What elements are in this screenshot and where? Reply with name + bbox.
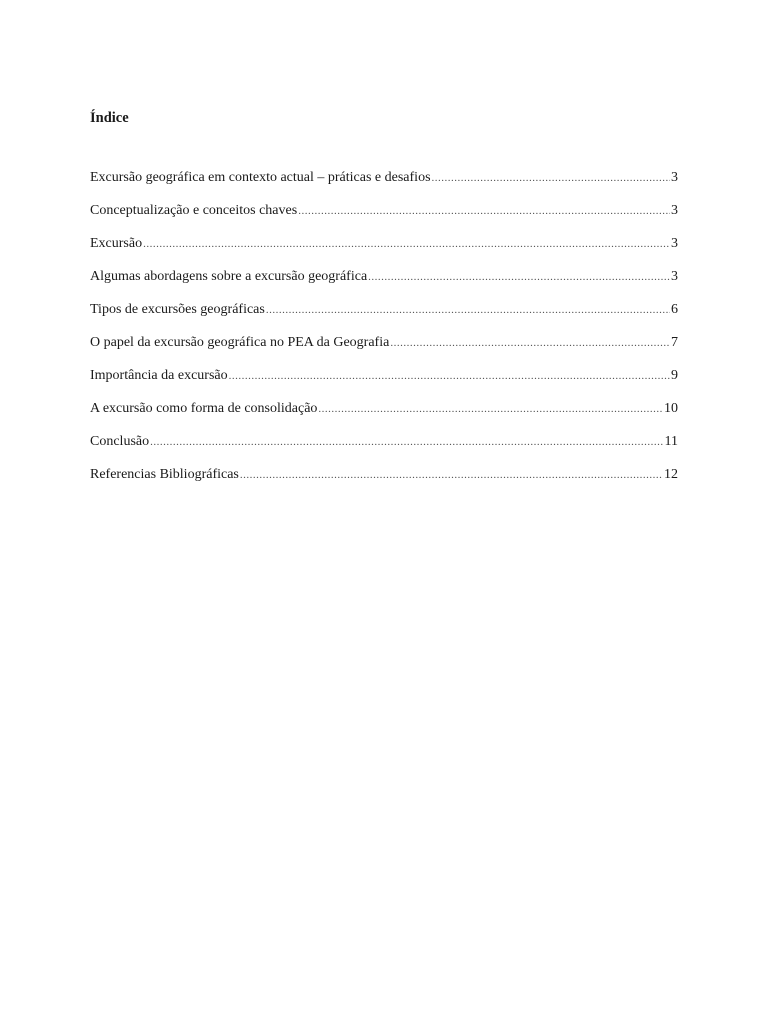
toc-entry-label: O papel da excursão geográfica no PEA da Geografia bbox=[90, 335, 390, 350]
toc-entry-label: Excursão bbox=[90, 236, 143, 251]
toc-entry-label: Importância da excursão bbox=[90, 368, 228, 383]
toc-entry-page: 7 bbox=[671, 335, 678, 350]
toc-entry-page: 3 bbox=[671, 236, 678, 251]
toc-entry-label: Excursão geográfica em contexto actual – práticas e desafios bbox=[90, 170, 431, 185]
dot-leader bbox=[229, 366, 670, 386]
toc-entry-label: Referencias Bibliográficas bbox=[90, 467, 239, 482]
toc-entry-label: Conceptualização e conceitos chaves bbox=[90, 203, 298, 218]
dot-leader bbox=[240, 465, 663, 485]
toc-entry bbox=[90, 168, 678, 201]
dot-leader bbox=[368, 267, 670, 287]
toc-entry bbox=[90, 267, 678, 300]
toc-entry-page: 9 bbox=[671, 368, 678, 383]
dot-leader bbox=[298, 201, 670, 221]
toc-entry-page: 12 bbox=[664, 467, 678, 482]
toc-entry-label: Conclusão bbox=[90, 434, 150, 449]
toc-entry bbox=[90, 465, 678, 498]
dot-leader bbox=[143, 234, 670, 254]
toc-entry bbox=[90, 234, 678, 267]
toc-entry-page: 3 bbox=[671, 170, 678, 185]
toc-entry-page: 6 bbox=[671, 302, 678, 317]
toc-heading: Índice bbox=[90, 110, 129, 126]
toc-entry bbox=[90, 300, 678, 333]
toc-entry bbox=[90, 333, 678, 366]
toc-entry bbox=[90, 201, 678, 234]
toc-entry-page: 3 bbox=[671, 203, 678, 218]
toc-entry-page: 11 bbox=[664, 434, 678, 449]
toc-entry-label: Algumas abordagens sobre a excursão geográfica bbox=[90, 269, 368, 284]
table-of-contents bbox=[90, 168, 678, 498]
toc-entry-page: 3 bbox=[671, 269, 678, 284]
toc-entry bbox=[90, 432, 678, 465]
toc-entry bbox=[90, 399, 678, 432]
dot-leader bbox=[150, 432, 663, 452]
toc-entry-page: 10 bbox=[664, 401, 678, 416]
dot-leader bbox=[432, 168, 670, 188]
dot-leader bbox=[266, 300, 670, 320]
dot-leader bbox=[318, 399, 663, 419]
toc-entry-label: A excursão como forma de consolidação bbox=[90, 401, 318, 416]
toc-entry bbox=[90, 366, 678, 399]
dot-leader bbox=[390, 333, 670, 353]
toc-entry-label: Tipos de excursões geográficas bbox=[90, 302, 265, 317]
